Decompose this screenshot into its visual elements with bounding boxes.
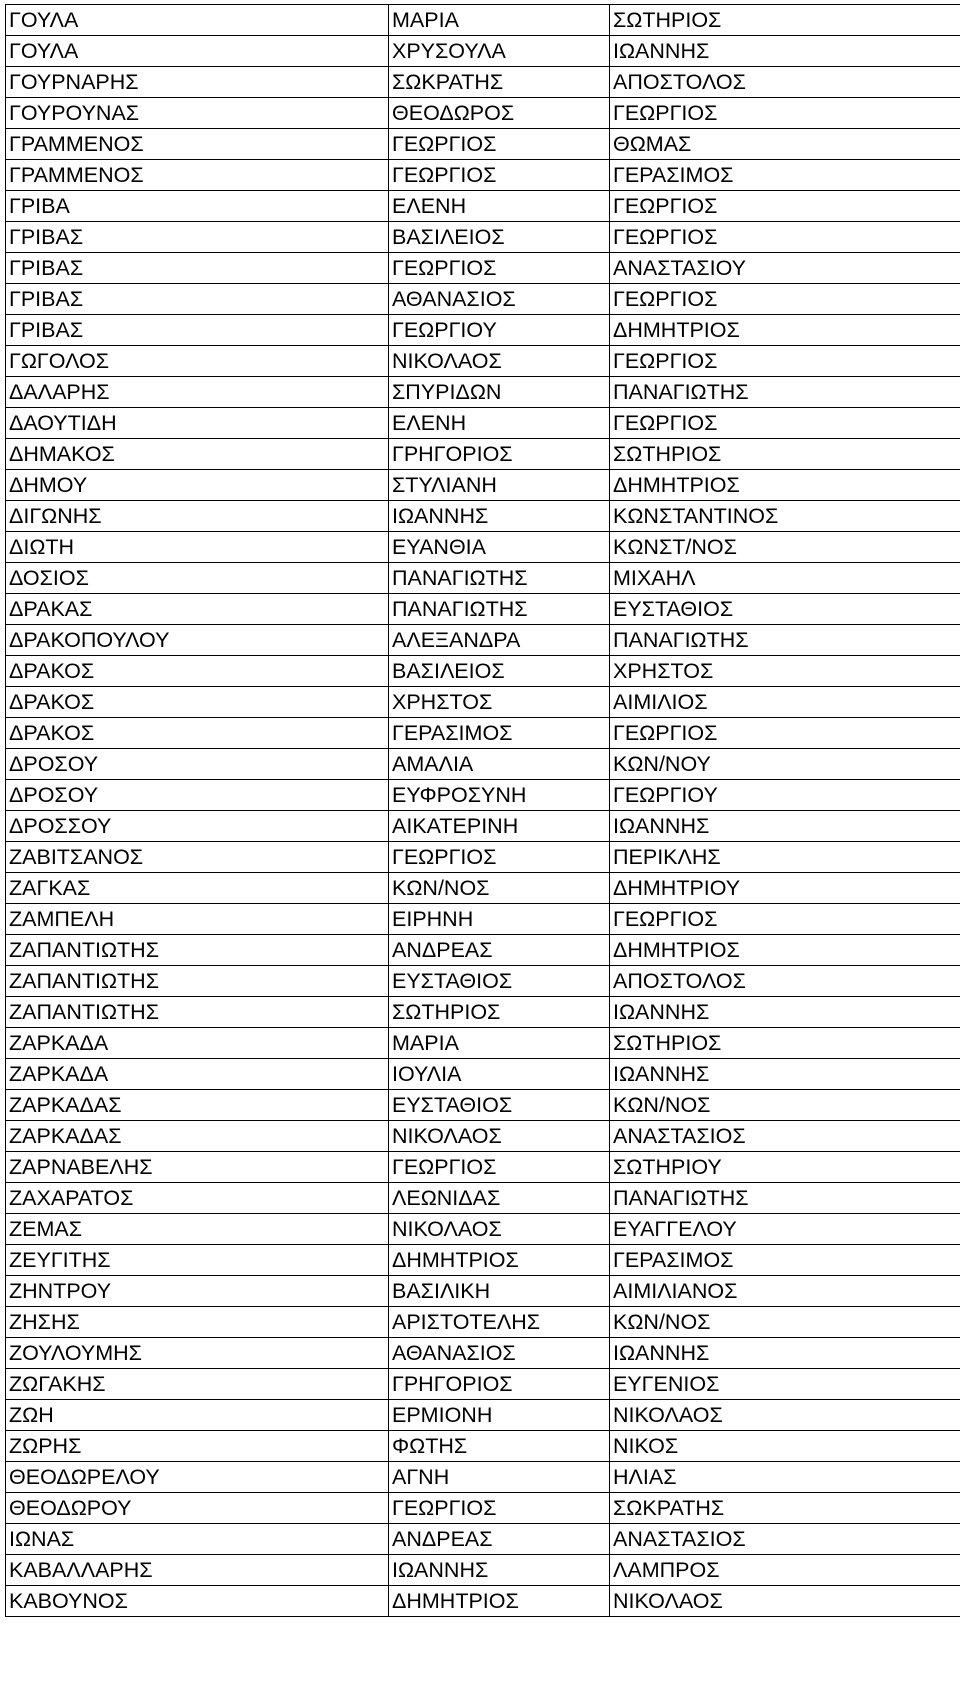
father-name-cell: ΝΙΚΟΛΑΟΣ <box>610 1586 960 1617</box>
father-name-cell: ΝΙΚΟΣ <box>610 1431 960 1462</box>
father-name-cell: ΜΙΧΑΗΛ <box>610 563 960 594</box>
table-row <box>6 1555 960 1586</box>
surname-cell: ΖΑΠΑΝΤΙΩΤΗΣ <box>6 997 389 1028</box>
surname-cell: ΖΑΡΚΑΔΑΣ <box>6 1090 389 1121</box>
first-name-cell: ΒΑΣΙΛΙΚΗ <box>389 1276 610 1307</box>
father-name-cell: ΠΑΝΑΓΙΩΤΗΣ <box>610 625 960 656</box>
names-table-body <box>6 5 960 1617</box>
first-name-cell: ΜΑΡΙΑ <box>389 1028 610 1059</box>
surname-cell: ΖΑΡΝΑΒΕΛΗΣ <box>6 1152 389 1183</box>
surname-cell: ΔΑΟΥΤΙΔΗ <box>6 408 389 439</box>
surname-cell: ΖΗΣΗΣ <box>6 1307 389 1338</box>
table-row <box>6 129 960 160</box>
surname-cell: ΓΡΙΒΑΣ <box>6 284 389 315</box>
father-name-cell: ΓΕΩΡΓΙΟΣ <box>610 408 960 439</box>
table-row <box>6 656 960 687</box>
father-name-cell: ΙΩΑΝΝΗΣ <box>610 811 960 842</box>
surname-cell: ΔΡΟΣΣΟΥ <box>6 811 389 842</box>
surname-cell: ΘΕΟΔΩΡΕΛΟΥ <box>6 1462 389 1493</box>
father-name-cell: ΓΕΩΡΓΙΟΣ <box>610 222 960 253</box>
first-name-cell: ΓΕΩΡΓΙΟΣ <box>389 160 610 191</box>
table-row <box>6 1524 960 1555</box>
father-name-cell: ΔΗΜΗΤΡΙΟΣ <box>610 315 960 346</box>
first-name-cell: ΑΝΔΡΕΑΣ <box>389 1524 610 1555</box>
father-name-cell: ΠΑΝΑΓΙΩΤΗΣ <box>610 377 960 408</box>
first-name-cell: ΜΑΡΙΑ <box>389 5 610 36</box>
table-row <box>6 594 960 625</box>
father-name-cell: ΠΕΡΙΚΛΗΣ <box>610 842 960 873</box>
father-name-cell: ΣΩΤΗΡΙΟΣ <box>610 1028 960 1059</box>
table-row <box>6 718 960 749</box>
table-row <box>6 811 960 842</box>
table-row <box>6 1276 960 1307</box>
surname-cell: ΖΑΒΙΤΣΑΝΟΣ <box>6 842 389 873</box>
father-name-cell: ΑΠΟΣΤΟΛΟΣ <box>610 966 960 997</box>
surname-cell: ΔΡΑΚΟΠΟΥΛΟΥ <box>6 625 389 656</box>
first-name-cell: ΑΘΑΝΑΣΙΟΣ <box>389 284 610 315</box>
father-name-cell: ΑΙΜΙΛΙΑΝΟΣ <box>610 1276 960 1307</box>
surname-cell: ΔΡΑΚΟΣ <box>6 656 389 687</box>
father-name-cell: ΕΥΑΓΓΕΛΟΥ <box>610 1214 960 1245</box>
first-name-cell: ΣΩΤΗΡΙΟΣ <box>389 997 610 1028</box>
table-row <box>6 1059 960 1090</box>
first-name-cell: ΣΤΥΛΙΑΝΗ <box>389 470 610 501</box>
father-name-cell: ΓΕΩΡΓΙΟΣ <box>610 904 960 935</box>
father-name-cell: ΓΕΩΡΓΙΟΣ <box>610 98 960 129</box>
father-name-cell: ΣΩΤΗΡΙΟΣ <box>610 5 960 36</box>
father-name-cell: ΑΠΟΣΤΟΛΟΣ <box>610 67 960 98</box>
first-name-cell: ΑΡΙΣΤΟΤΕΛΗΣ <box>389 1307 610 1338</box>
first-name-cell: ΛΕΩΝΙΔΑΣ <box>389 1183 610 1214</box>
table-row <box>6 780 960 811</box>
father-name-cell: ΓΕΡΑΣΙΜΟΣ <box>610 160 960 191</box>
first-name-cell: ΕΥΦΡΟΣΥΝΗ <box>389 780 610 811</box>
first-name-cell: ΑΝΔΡΕΑΣ <box>389 935 610 966</box>
table-row <box>6 284 960 315</box>
surname-cell: ΓΡΙΒΑΣ <box>6 222 389 253</box>
first-name-cell: ΕΙΡΗΝΗ <box>389 904 610 935</box>
first-name-cell: ΓΕΩΡΓΙΟΣ <box>389 129 610 160</box>
surname-cell: ΖΕΥΓΙΤΗΣ <box>6 1245 389 1276</box>
first-name-cell: ΓΕΩΡΓΙΟΥ <box>389 315 610 346</box>
table-row <box>6 1245 960 1276</box>
surname-cell: ΖΩΓΑΚΗΣ <box>6 1369 389 1400</box>
first-name-cell: ΙΟΥΛΙΑ <box>389 1059 610 1090</box>
first-name-cell: ΠΑΝΑΓΙΩΤΗΣ <box>389 563 610 594</box>
table-row <box>6 439 960 470</box>
names-table <box>5 4 960 1617</box>
first-name-cell: ΕΛΕΝΗ <box>389 191 610 222</box>
father-name-cell: ΓΕΩΡΓΙΟΥ <box>610 780 960 811</box>
table-row <box>6 315 960 346</box>
first-name-cell: ΒΑΣΙΛΕΙΟΣ <box>389 656 610 687</box>
first-name-cell: ΑΓΝΗ <box>389 1462 610 1493</box>
table-row <box>6 749 960 780</box>
first-name-cell: ΔΗΜΗΤΡΙΟΣ <box>389 1586 610 1617</box>
table-row <box>6 253 960 284</box>
surname-cell: ΔΗΜΟΥ <box>6 470 389 501</box>
first-name-cell: ΘΕΟΔΩΡΟΣ <box>389 98 610 129</box>
father-name-cell: ΠΑΝΑΓΙΩΤΗΣ <box>610 1183 960 1214</box>
father-name-cell: ΓΕΩΡΓΙΟΣ <box>610 191 960 222</box>
first-name-cell: ΑΘΑΝΑΣΙΟΣ <box>389 1338 610 1369</box>
surname-cell: ΓΡΙΒΑΣ <box>6 253 389 284</box>
table-row <box>6 5 960 36</box>
surname-cell: ΖΑΜΠΕΛΗ <box>6 904 389 935</box>
first-name-cell: ΕΥΑΝΘΙΑ <box>389 532 610 563</box>
father-name-cell: ΕΥΣΤΑΘΙΟΣ <box>610 594 960 625</box>
surname-cell: ΖΑΡΚΑΔΑ <box>6 1059 389 1090</box>
father-name-cell: ΣΩΚΡΑΤΗΣ <box>610 1493 960 1524</box>
father-name-cell: ΑΝΑΣΤΑΣΙΟΥ <box>610 253 960 284</box>
table-row <box>6 904 960 935</box>
first-name-cell: ΕΛΕΝΗ <box>389 408 610 439</box>
table-row <box>6 1028 960 1059</box>
first-name-cell: ΑΜΑΛΙΑ <box>389 749 610 780</box>
surname-cell: ΓΟΥΡΝΑΡΗΣ <box>6 67 389 98</box>
father-name-cell: ΝΙΚΟΛΑΟΣ <box>610 1400 960 1431</box>
table-row <box>6 501 960 532</box>
table-row <box>6 873 960 904</box>
father-name-cell: ΔΗΜΗΤΡΙΟΣ <box>610 935 960 966</box>
table-row <box>6 1462 960 1493</box>
father-name-cell: ΔΗΜΗΤΡΙΟΥ <box>610 873 960 904</box>
surname-cell: ΔΑΛΑΡΗΣ <box>6 377 389 408</box>
table-row <box>6 67 960 98</box>
surname-cell: ΔΙΩΤΗ <box>6 532 389 563</box>
surname-cell: ΖΑΠΑΝΤΙΩΤΗΣ <box>6 966 389 997</box>
first-name-cell: ΝΙΚΟΛΑΟΣ <box>389 1214 610 1245</box>
table-row <box>6 346 960 377</box>
table-row <box>6 1369 960 1400</box>
surname-cell: ΚΑΒΟΥΝΟΣ <box>6 1586 389 1617</box>
father-name-cell: ΣΩΤΗΡΙΟΥ <box>610 1152 960 1183</box>
father-name-cell: ΚΩΝ/ΝΟΣ <box>610 1090 960 1121</box>
father-name-cell: ΗΛΙΑΣ <box>610 1462 960 1493</box>
father-name-cell: ΙΩΑΝΝΗΣ <box>610 36 960 67</box>
surname-cell: ΙΩΝΑΣ <box>6 1524 389 1555</box>
first-name-cell: ΝΙΚΟΛΑΟΣ <box>389 1121 610 1152</box>
table-row <box>6 98 960 129</box>
table-row <box>6 625 960 656</box>
father-name-cell: ΚΩΝΣΤΑΝΤΙΝΟΣ <box>610 501 960 532</box>
table-row <box>6 935 960 966</box>
first-name-cell: ΕΥΣΤΑΘΙΟΣ <box>389 966 610 997</box>
first-name-cell: ΚΩΝ/ΝΟΣ <box>389 873 610 904</box>
table-row <box>6 1183 960 1214</box>
surname-cell: ΖΩΗ <box>6 1400 389 1431</box>
table-row <box>6 1152 960 1183</box>
surname-cell: ΔΟΣΙΟΣ <box>6 563 389 594</box>
first-name-cell: ΑΙΚΑΤΕΡΙΝΗ <box>389 811 610 842</box>
surname-cell: ΖΗΝΤΡΟΥ <box>6 1276 389 1307</box>
first-name-cell: ΓΕΩΡΓΙΟΣ <box>389 842 610 873</box>
father-name-cell: ΓΕΩΡΓΙΟΣ <box>610 718 960 749</box>
surname-cell: ΔΗΜΑΚΟΣ <box>6 439 389 470</box>
surname-cell: ΖΑΠΑΝΤΙΩΤΗΣ <box>6 935 389 966</box>
surname-cell: ΓΩΓΟΛΟΣ <box>6 346 389 377</box>
surname-cell: ΚΑΒΑΛΛΑΡΗΣ <box>6 1555 389 1586</box>
first-name-cell: ΠΑΝΑΓΙΩΤΗΣ <box>389 594 610 625</box>
first-name-cell: ΕΥΣΤΑΘΙΟΣ <box>389 1090 610 1121</box>
table-row <box>6 966 960 997</box>
table-row <box>6 1214 960 1245</box>
table-row <box>6 408 960 439</box>
father-name-cell: ΚΩΝΣΤ/ΝΟΣ <box>610 532 960 563</box>
first-name-cell: ΦΩΤΗΣ <box>389 1431 610 1462</box>
first-name-cell: ΝΙΚΟΛΑΟΣ <box>389 346 610 377</box>
table-row <box>6 1400 960 1431</box>
table-row <box>6 36 960 67</box>
father-name-cell: ΓΕΩΡΓΙΟΣ <box>610 346 960 377</box>
first-name-cell: ΓΕΩΡΓΙΟΣ <box>389 1152 610 1183</box>
table-row <box>6 191 960 222</box>
father-name-cell: ΙΩΑΝΝΗΣ <box>610 1338 960 1369</box>
surname-cell: ΓΟΥΛΑ <box>6 36 389 67</box>
surname-cell: ΓΟΥΡΟΥΝΑΣ <box>6 98 389 129</box>
table-row <box>6 1307 960 1338</box>
table-row <box>6 1493 960 1524</box>
table-row <box>6 1431 960 1462</box>
father-name-cell: ΓΕΩΡΓΙΟΣ <box>610 284 960 315</box>
surname-cell: ΖΕΜΑΣ <box>6 1214 389 1245</box>
father-name-cell: ΚΩΝ/ΝΟΥ <box>610 749 960 780</box>
surname-cell: ΖΑΓΚΑΣ <box>6 873 389 904</box>
first-name-cell: ΧΡΗΣΤΟΣ <box>389 687 610 718</box>
table-row <box>6 160 960 191</box>
father-name-cell: ΙΩΑΝΝΗΣ <box>610 997 960 1028</box>
table-row <box>6 842 960 873</box>
table-row <box>6 687 960 718</box>
table-row <box>6 997 960 1028</box>
surname-cell: ΖΑΧΑΡΑΤΟΣ <box>6 1183 389 1214</box>
surname-cell: ΓΡΙΒΑ <box>6 191 389 222</box>
first-name-cell: ΣΠΥΡΙΔΩΝ <box>389 377 610 408</box>
surname-cell: ΔΡΑΚΟΣ <box>6 687 389 718</box>
surname-cell: ΖΑΡΚΑΔΑΣ <box>6 1121 389 1152</box>
surname-cell: ΓΡΙΒΑΣ <box>6 315 389 346</box>
surname-cell: ΘΕΟΔΩΡΟΥ <box>6 1493 389 1524</box>
father-name-cell: ΧΡΗΣΤΟΣ <box>610 656 960 687</box>
father-name-cell: ΘΩΜΑΣ <box>610 129 960 160</box>
table-row <box>6 1090 960 1121</box>
first-name-cell: ΙΩΑΝΝΗΣ <box>389 501 610 532</box>
father-name-cell: ΔΗΜΗΤΡΙΟΣ <box>610 470 960 501</box>
surname-cell: ΔΡΑΚΑΣ <box>6 594 389 625</box>
surname-cell: ΖΑΡΚΑΔΑ <box>6 1028 389 1059</box>
first-name-cell: ΒΑΣΙΛΕΙΟΣ <box>389 222 610 253</box>
father-name-cell: ΛΑΜΠΡΟΣ <box>610 1555 960 1586</box>
father-name-cell: ΑΙΜΙΛΙΟΣ <box>610 687 960 718</box>
father-name-cell: ΕΥΓΕΝΙΟΣ <box>610 1369 960 1400</box>
first-name-cell: ΓΡΗΓΟΡΙΟΣ <box>389 439 610 470</box>
first-name-cell: ΙΩΑΝΝΗΣ <box>389 1555 610 1586</box>
first-name-cell: ΓΡΗΓΟΡΙΟΣ <box>389 1369 610 1400</box>
father-name-cell: ΑΝΑΣΤΑΣΙΟΣ <box>610 1524 960 1555</box>
first-name-cell: ΔΗΜΗΤΡΙΟΣ <box>389 1245 610 1276</box>
surname-cell: ΔΡΟΣΟΥ <box>6 749 389 780</box>
surname-cell: ΖΩΡΗΣ <box>6 1431 389 1462</box>
surname-cell: ΔΡΑΚΟΣ <box>6 718 389 749</box>
first-name-cell: ΓΕΩΡΓΙΟΣ <box>389 253 610 284</box>
surname-cell: ΔΡΟΣΟΥ <box>6 780 389 811</box>
surname-cell: ΓΡΑΜΜΕΝΟΣ <box>6 160 389 191</box>
table-row <box>6 532 960 563</box>
first-name-cell: ΓΕΡΑΣΙΜΟΣ <box>389 718 610 749</box>
father-name-cell: ΚΩΝ/ΝΟΣ <box>610 1307 960 1338</box>
father-name-cell: ΣΩΤΗΡΙΟΣ <box>610 439 960 470</box>
table-row <box>6 1586 960 1617</box>
table-row <box>6 377 960 408</box>
father-name-cell: ΙΩΑΝΝΗΣ <box>610 1059 960 1090</box>
table-row <box>6 1121 960 1152</box>
surname-cell: ΖΟΥΛΟΥΜΗΣ <box>6 1338 389 1369</box>
table-row <box>6 222 960 253</box>
father-name-cell: ΑΝΑΣΤΑΣΙΟΣ <box>610 1121 960 1152</box>
first-name-cell: ΧΡΥΣΟΥΛΑ <box>389 36 610 67</box>
father-name-cell: ΓΕΡΑΣΙΜΟΣ <box>610 1245 960 1276</box>
first-name-cell: ΕΡΜΙΟΝΗ <box>389 1400 610 1431</box>
table-row <box>6 470 960 501</box>
surname-cell: ΓΟΥΛΑ <box>6 5 389 36</box>
first-name-cell: ΣΩΚΡΑΤΗΣ <box>389 67 610 98</box>
surname-cell: ΔΙΓΩΝΗΣ <box>6 501 389 532</box>
table-row <box>6 563 960 594</box>
first-name-cell: ΑΛΕΞΑΝΔΡΑ <box>389 625 610 656</box>
first-name-cell: ΓΕΩΡΓΙΟΣ <box>389 1493 610 1524</box>
surname-cell: ΓΡΑΜΜΕΝΟΣ <box>6 129 389 160</box>
table-row <box>6 1338 960 1369</box>
